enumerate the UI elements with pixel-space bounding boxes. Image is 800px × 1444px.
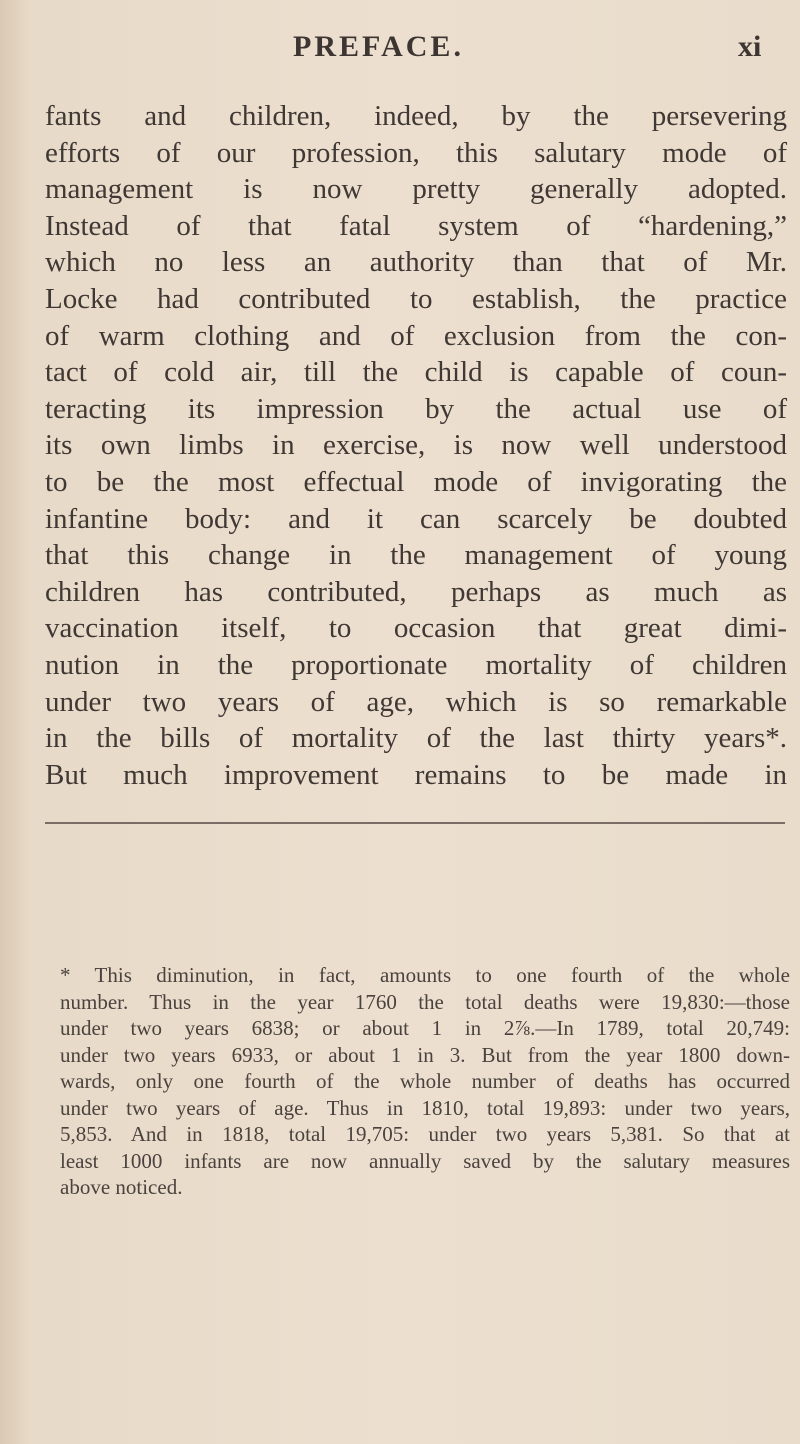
footnote-line: number. Thus in the year 1760 the total deaths were 19,830:—those [60,989,790,1014]
footnote-divider [45,822,785,824]
body-line: Locke had contributed to establish, the practice [45,283,787,315]
body-line: Instead of that fatal system of “hardening,” [45,209,787,242]
footnote-line: wards, only one fourth of the whole number of deaths has occurred [60,1069,790,1093]
body-line: teracting its impression by the actual use of [45,392,787,425]
page-number: xi [738,30,762,63]
footnote-line: under two years of age. Thus in 1810, total 19,893: under two years, [60,1095,790,1120]
running-title: PREFACE. [293,30,464,63]
body-line: But much improvement remains to be made in [45,758,787,791]
body-line: of warm clothing and of exclusion from the con- [45,319,787,352]
footnote-line: under two years 6933, or about 1 in 3. But from the year 1800 down- [60,1042,790,1067]
body-line: fants and children, indeed, by the persevering [45,100,787,132]
footnote-line: * This diminution, in fact, amounts to one fourth of the whole [60,963,790,987]
body-line: to be the most effectual mode of invigorating the [45,466,787,498]
body-line: management is now pretty generally adopted. [45,173,787,206]
body-line: under two years of age, which is so remarkable [45,685,787,718]
body-line: in the bills of mortality of the last thirty years*. [45,722,787,755]
body-line: children has contributed, perhaps as much as [45,575,787,608]
body-line: efforts of our profession, this salutary mode of [45,136,787,169]
footnote-line: least 1000 infants are now annually saved by the salutary measures [60,1148,790,1173]
footnote-line: under two years 6838; or about 1 in 2⅞.—In 1789, total 20,749: [60,1016,790,1040]
body-line: tact of cold air, till the child is capable of coun- [45,356,787,389]
running-header [0,30,800,70]
body-line: nution in the proportionate mortality of children [45,649,787,681]
footnote-line: above noticed. [60,1175,183,1199]
footnote-line: 5,853. And in 1818, total 19,705: under two years 5,381. So that at [60,1122,790,1146]
body-line: infantine body: and it can scarcely be doubted [45,502,787,535]
body-line: which no less an authority than that of Mr. [45,246,787,279]
body-line: vaccination itself, to occasion that great dimi- [45,612,787,645]
body-line: that this change in the management of young [45,539,787,572]
body-line: its own limbs in exercise, is now well understood [45,429,787,462]
